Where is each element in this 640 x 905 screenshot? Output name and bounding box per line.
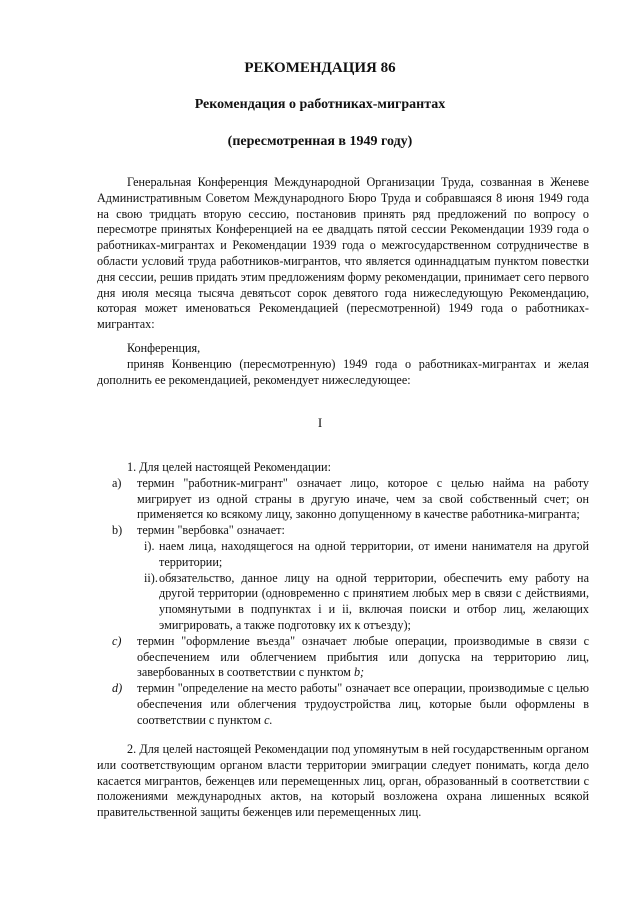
item-b-i-marker: i). bbox=[144, 538, 155, 553]
section-heading: I bbox=[317, 415, 323, 430]
item-c-reference: b; bbox=[353, 665, 365, 680]
revision-note: (пересмотренная в 1949 году) bbox=[227, 134, 413, 149]
definition-item-c bbox=[97, 634, 589, 681]
item-b-i-text: наем лица, находящегося на одной территории, от имени нанимателя на другой территории; bbox=[159, 538, 589, 569]
conference-label: Конференция, bbox=[127, 341, 201, 355]
item-d-text: термин "определение на место работы" означает все операции, производимые с целью обеспечения или облегчения трудоустройства лиц, которые были оформлены в соответствии с пунктом bbox=[137, 681, 589, 727]
definition-item-b bbox=[97, 523, 589, 539]
item-b-text: термин "вербовка" означает: bbox=[137, 523, 285, 538]
preamble-text: Генеральная Конференция Международной Организации Труда, созванная в Женеве Административным Советом Международного Бюро Труда и собравшаяся 8 июня 1949 года на свою тридцать вторую сессию, постановив принять ряд предложений по вопросу о пересмотре принятых Конференцией на ее двадцать пятой сессии Рекомендации 1939 года о работниках-мигрантах и Рекомендации 1939 года о межгосударственном сотрудничестве в области условий труда работников-мигрантов, что является одиннадцатым пунктом повестки дня сессии, решив придать этим предложениям форму рекомендации, принимает сего первого дня июля месяца тысяча девятьсот сорок девятого года нижеследующую Рекомендацию, которая может именоваться Рекомендацией (пересмотренной) 1949 года о работниках-мигрантах: bbox=[97, 175, 589, 332]
paragraph-2-text: 2. Для целей настоящей Рекомендации под упомянутым в ней государственным органом или соответствующим органом власти территории эмиграции следует понимать, когда дело касается мигрантов, беженцев или перемещенных лиц, орган, образованный в соответствии с положениями международных актов, на который возложена охрана лишенных всякой правительственной защиты беженцев или перемещенных лиц. bbox=[97, 742, 589, 820]
item-d-reference: c. bbox=[264, 712, 273, 727]
item-b-ii-marker: ii). bbox=[144, 570, 158, 585]
document-title: РЕКОМЕНДАЦИЯ 86 bbox=[244, 60, 396, 76]
item-d-marker: d) bbox=[112, 681, 123, 696]
paragraph-1-intro: 1. Для целей настоящей Рекомендации: bbox=[127, 460, 331, 474]
definition-item-d bbox=[97, 681, 589, 728]
item-a-text: термин "работник-мигрант" означает лицо, которое с целью найма на работу мигрирует из одной страны в другую иначе, чем за свой собственный счет; он применяется ко всякому лицу, законно допущенному в качестве работника-мигранта; bbox=[137, 475, 589, 522]
definition-item-a bbox=[97, 476, 589, 523]
definition-item-b-ii bbox=[97, 571, 589, 634]
paragraph-2 bbox=[97, 742, 589, 821]
item-c-marker: c) bbox=[112, 633, 122, 648]
item-a-marker: a) bbox=[112, 475, 122, 490]
definition-item-b-i bbox=[97, 539, 589, 571]
document-subtitle: Рекомендация о работниках-мигрантах bbox=[194, 97, 446, 112]
paragraph-1 bbox=[97, 460, 589, 729]
conference-block bbox=[97, 341, 589, 388]
item-b-marker: b) bbox=[112, 523, 123, 538]
preamble bbox=[97, 175, 589, 333]
item-b-ii-text: обязательство, данное лицу на одной территории, обеспечить ему работу на другой территории (одновременно с принятием любых мер в связи с действиями, упомянутыми в подпунктах i и ii, включая поиски и отбор лиц, желающих эмигрировать, а также подготовку их к отъезду); bbox=[159, 570, 589, 632]
conference-text: приняв Конвенцию (пересмотренную) 1949 года о работниках-мигрантах и желая дополнить ее рекомендацией, рекомендует нижеследующее: bbox=[97, 356, 589, 387]
item-c-text: термин "оформление въезда" означает любые операции, производимые в связи с обеспечением или облегчением прибытия или допуска на территорию лиц, завербованных в соответствии с пунктом bbox=[137, 633, 589, 680]
